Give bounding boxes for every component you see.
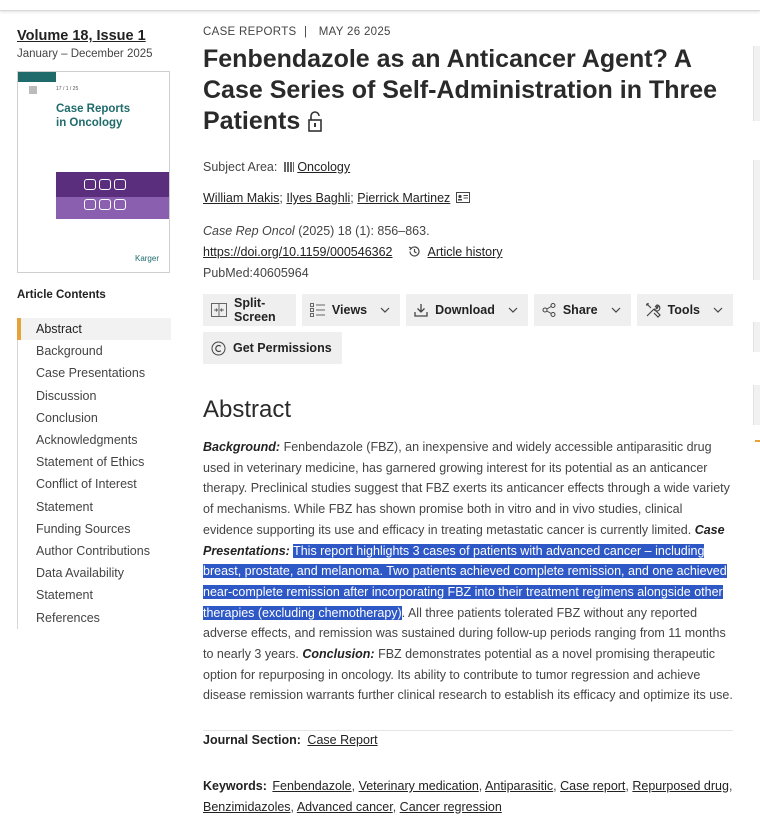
toc-item-discussion[interactable]: Discussion bbox=[36, 388, 97, 403]
views-button[interactable] bbox=[302, 294, 400, 326]
split-screen-button[interactable] bbox=[203, 294, 296, 326]
toc-item-references[interactable]: References bbox=[36, 610, 100, 625]
toc-item-abstract[interactable]: Abstract bbox=[17, 318, 171, 340]
doi-link[interactable]: https://doi.org/10.1159/000546362 bbox=[203, 245, 393, 259]
get-permissions-label: Get Permissions bbox=[233, 341, 332, 355]
chevron-down-icon bbox=[380, 307, 390, 313]
chevron-down-icon bbox=[713, 307, 723, 313]
download-icon bbox=[414, 303, 428, 317]
article-meta bbox=[203, 26, 733, 38]
keywords-label: Keywords: bbox=[203, 779, 267, 793]
keyword-link[interactable]: Fenbendazole bbox=[272, 779, 352, 793]
article-type: CASE REPORTS bbox=[203, 26, 297, 38]
article-history-link[interactable]: Article history bbox=[427, 245, 503, 259]
toc-item-funding-sources[interactable]: Funding Sources bbox=[36, 521, 131, 536]
right-panel-edge bbox=[753, 160, 760, 280]
article-title bbox=[203, 44, 733, 140]
download-label: Download bbox=[435, 303, 495, 317]
cover-title-line: in Oncology bbox=[56, 117, 123, 129]
issue-date-range: January – December 2025 bbox=[17, 48, 153, 60]
download-button[interactable] bbox=[406, 294, 528, 326]
article-date: MAY 26 2025 bbox=[318, 26, 391, 38]
doi-row bbox=[203, 245, 503, 261]
abstract-body bbox=[203, 437, 733, 706]
tools-label: Tools bbox=[667, 303, 700, 317]
chevron-down-icon bbox=[611, 307, 621, 313]
keyword-link[interactable]: Cancer regression bbox=[399, 799, 502, 814]
share-button[interactable] bbox=[534, 294, 631, 326]
abstract-cases-label: Case Presentations: bbox=[203, 522, 725, 558]
open-access-lock-icon bbox=[308, 109, 322, 140]
split-screen-icon bbox=[211, 303, 227, 317]
toc-item-background[interactable]: Background bbox=[36, 344, 103, 359]
keyword-link[interactable]: Case report bbox=[560, 779, 626, 793]
toc-item-case-presentations[interactable]: Case Presentations bbox=[36, 366, 146, 381]
pubmed-id: PubMed:40605964 bbox=[203, 266, 309, 280]
toc-item-data-availability[interactable]: Data Availability bbox=[36, 566, 125, 581]
abstract-background-label: Background: bbox=[203, 440, 281, 454]
volume-link[interactable]: Volume 18, Issue 1 bbox=[17, 28, 146, 44]
toc-item-conflict-of-interest-statement[interactable]: Statement bbox=[36, 499, 93, 514]
chevron-down-icon bbox=[508, 307, 518, 313]
toc-item-acknowledgments[interactable]: Acknowledgments bbox=[36, 433, 138, 448]
author-list: William Makis; Ilyes Baghli; Pierrick Martinez bbox=[203, 191, 470, 206]
abstract-conclusion-label: Conclusion: bbox=[302, 647, 375, 662]
subject-area-link[interactable]: Oncology bbox=[297, 160, 351, 174]
abstract-conclusion-text: FBZ demonstrates potential as a novel promising therapeutic option for repurposing in oncology. Its ability to contribute to tumor regression and achieve disease remission warrants further clinical research to establish its efficacy and optimize its use. bbox=[203, 647, 733, 703]
author-link[interactable]: William Makis bbox=[203, 191, 280, 205]
article-contents-title: Article Contents bbox=[17, 289, 106, 301]
top-bar bbox=[0, 0, 760, 11]
subject-icon bbox=[284, 162, 294, 172]
keywords: Keywords: Fenbendazole, Veterinary medication, Antiparasitic, Case report, Repurposed drug, Benzimidazoles, Advanced cancer, Cancer regression bbox=[203, 779, 733, 814]
abstract-background-text: Fenbendazole (FBZ), an inexpensive and widely accessible antiparasitic drug used in veterinary medicine, has garnered growing interest for its potential as an anticancer therapy. Preclinical studies suggest that FBZ exerts its anticancer effects through a wide variety of mechanisms. While FBZ has shown promise both in vitro and in vivo studies, clinical evidence supporting its use and efficacy in treating metastatic cancer is currently limited. bbox=[203, 440, 730, 537]
subject-area bbox=[203, 160, 350, 174]
views-label: Views bbox=[331, 303, 368, 317]
journal-abbrev: Case Rep Oncol bbox=[203, 224, 295, 238]
cover-issue-label: 17 / 1 / 25 bbox=[56, 86, 79, 92]
get-permissions-button[interactable] bbox=[203, 332, 342, 364]
keyword-link[interactable]: Veterinary medication bbox=[358, 779, 479, 793]
cover-title-line: Case Reports bbox=[56, 103, 131, 115]
keyword-link[interactable]: Advanced cancer bbox=[296, 799, 393, 814]
share-label: Share bbox=[562, 303, 598, 317]
abstract-heading: Abstract bbox=[203, 396, 292, 423]
split-screen-label: Split-Screen bbox=[234, 296, 276, 324]
citation-details: (2025) 18 (1): 856–863. bbox=[298, 224, 430, 238]
copyright-icon bbox=[211, 341, 226, 356]
journal-cover-image[interactable] bbox=[17, 71, 170, 273]
article-contents-nav bbox=[17, 318, 171, 629]
selected-text-highlight: This report highlights 3 cases of patients with advanced cancer – including breast, prostate, and melanoma. Two patients achieved complete remission, and one achieved near-complete remission after incorporating FBZ into their treatment regimens alongside other therapies (excluding chemotherapy) bbox=[203, 543, 727, 620]
tools-button[interactable] bbox=[637, 294, 733, 326]
orcid-card-icon[interactable] bbox=[456, 192, 470, 206]
toc-item-author-contributions[interactable]: Author Contributions bbox=[36, 544, 150, 559]
keyword-link[interactable]: Repurposed drug bbox=[632, 779, 729, 793]
right-panel-edge bbox=[753, 322, 760, 352]
history-icon bbox=[408, 245, 421, 261]
keyword-link[interactable]: Benzimidazoles bbox=[203, 799, 291, 814]
toc-item-statement-of-ethics[interactable]: Statement of Ethics bbox=[36, 455, 145, 470]
section-divider bbox=[203, 730, 733, 731]
views-icon bbox=[310, 303, 325, 317]
meta-separator: | bbox=[304, 26, 308, 38]
cover-pattern bbox=[84, 179, 130, 215]
subject-area-label: Subject Area: bbox=[203, 160, 278, 174]
article-toolbar bbox=[203, 294, 733, 326]
journal-section-label: Journal Section: bbox=[203, 733, 301, 747]
article-title-text: Fenbendazole as an Anticancer Agent? A Case Series of Self-Administration in Three Patients bbox=[203, 45, 718, 135]
journal-section bbox=[203, 733, 378, 747]
right-panel-edge bbox=[753, 385, 760, 425]
toc-item-data-availability-statement[interactable]: Statement bbox=[36, 588, 93, 603]
cover-bar bbox=[18, 72, 56, 82]
right-panel-edge bbox=[753, 46, 760, 121]
cover-title bbox=[56, 102, 130, 130]
tools-icon bbox=[645, 302, 661, 318]
issue-info bbox=[17, 28, 170, 263]
journal-section-link[interactable]: Case Report bbox=[307, 733, 378, 747]
citation bbox=[203, 224, 430, 238]
keyword-link[interactable]: Antiparasitic bbox=[485, 779, 554, 793]
abstract-cases-text: . All three patients tolerated FBZ without any reported adverse effects, and remission was sustained during follow-up periods ranging from 11 months to nearly 3 years. bbox=[203, 605, 726, 662]
article-main bbox=[203, 26, 733, 814]
author-link[interactable]: Pierrick Martinez bbox=[357, 191, 451, 205]
right-panel-accent bbox=[755, 440, 760, 442]
cover-qr bbox=[29, 86, 37, 94]
toc-item-conclusion[interactable]: Conclusion bbox=[36, 410, 98, 425]
share-icon bbox=[542, 303, 556, 317]
toc-item-conflict-of-interest[interactable]: Conflict of Interest bbox=[36, 477, 137, 492]
cover-publisher: Karger bbox=[134, 254, 159, 263]
author-link[interactable]: Ilyes Baghli bbox=[286, 191, 351, 205]
permissions-row bbox=[203, 332, 342, 364]
